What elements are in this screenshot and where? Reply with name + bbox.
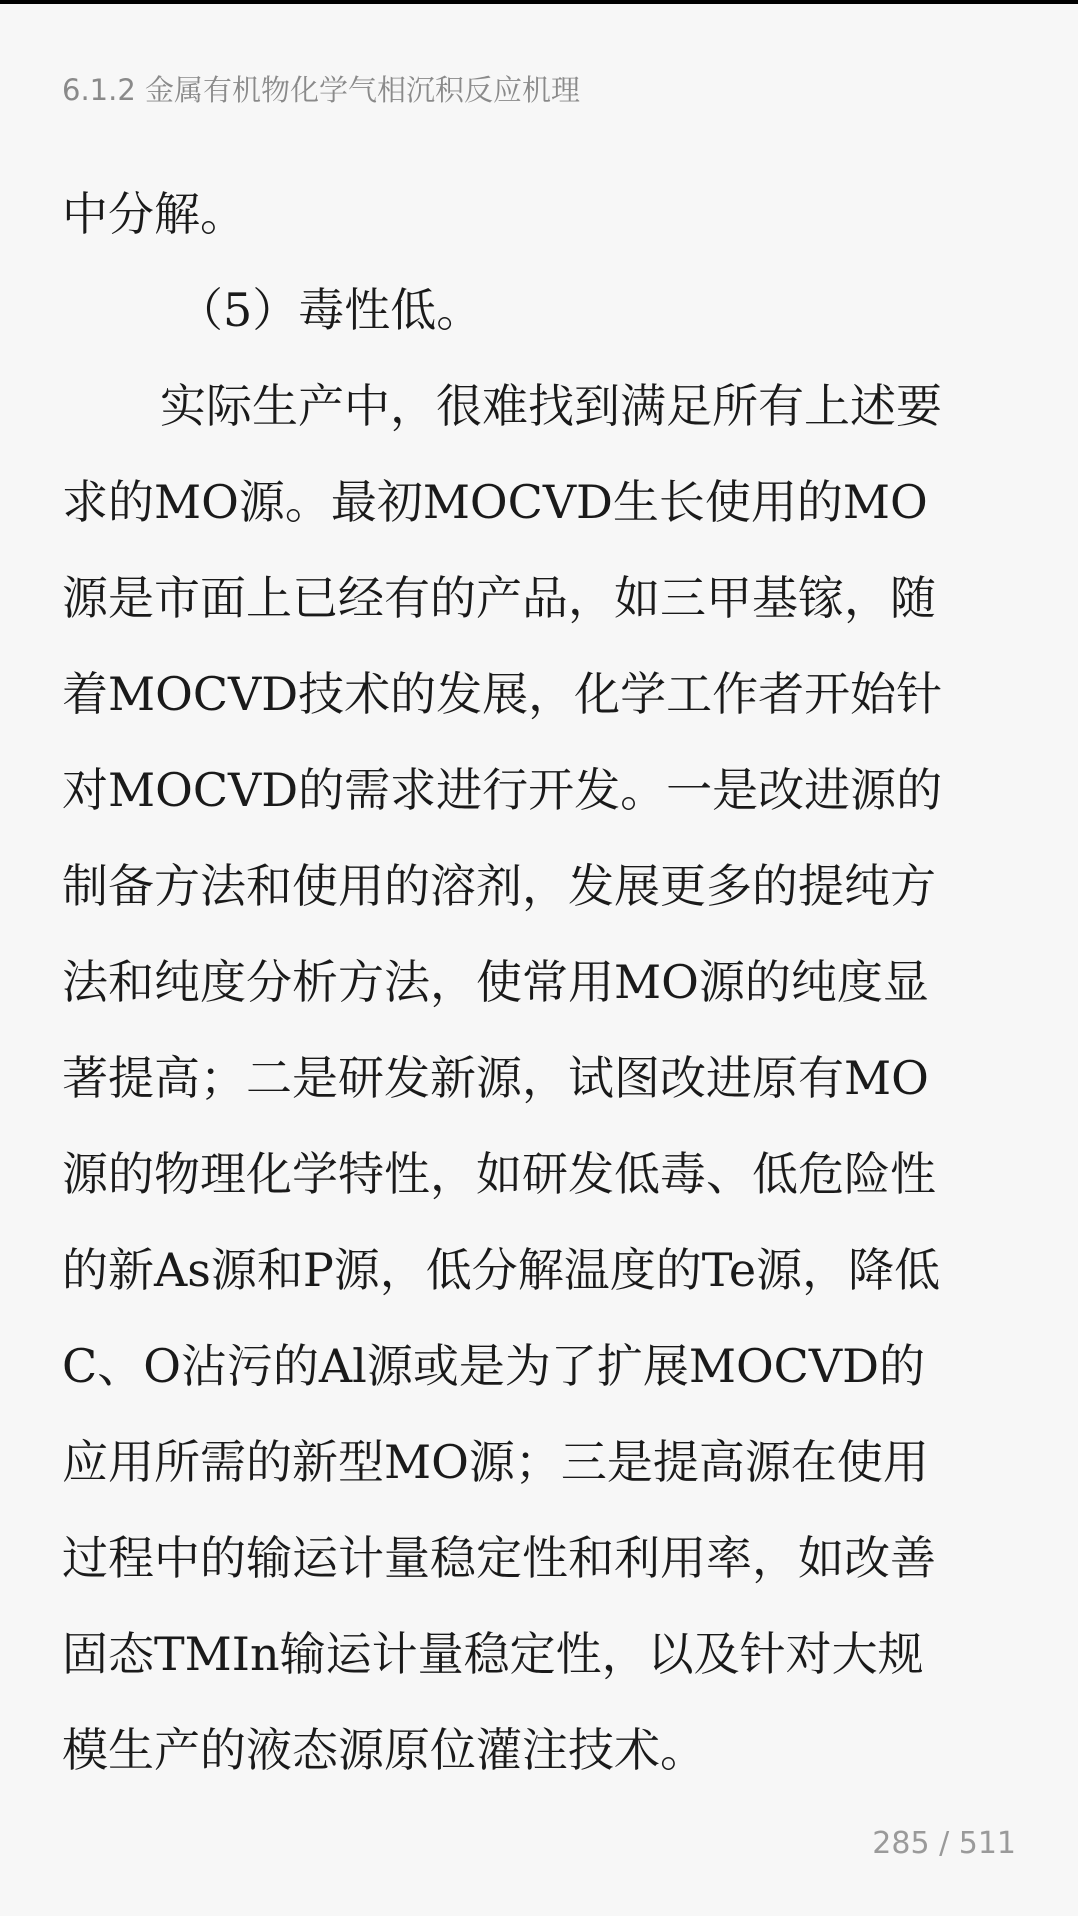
text-line: 着MOCVD技术的发展，化学工作者开始针 bbox=[62, 667, 943, 721]
text-line: 中分解。 bbox=[62, 187, 246, 241]
text-line: 法和纯度分析方法，使常用MO源的纯度显 bbox=[62, 955, 929, 1009]
text-line-paragraph-start: 实际生产中，很难找到满足所有上述要 bbox=[160, 379, 942, 433]
text-line: 对MOCVD的需求进行开发。一是改进源的 bbox=[62, 763, 943, 817]
text-line: 著提高；二是研发新源，试图改进原有MO bbox=[62, 1051, 929, 1105]
text-line: 求的MO源。最初MOCVD生长使用的MO bbox=[62, 475, 928, 529]
chapter-title: 6.1.2 金属有机物化学气相沉积反应机理 bbox=[62, 73, 581, 107]
text-line: 模生产的液态源原位灌注技术。 bbox=[62, 1723, 706, 1777]
text-line: 制备方法和使用的溶剂，发展更多的提纯方 bbox=[62, 859, 936, 913]
text-line: C、O沾污的Al源或是为了扩展MOCVD的 bbox=[62, 1339, 925, 1393]
text-line: 固态TMIn输运计量稳定性，以及针对大规 bbox=[62, 1627, 924, 1681]
page-text[interactable] bbox=[62, 166, 1022, 1798]
text-line: 过程中的输运计量稳定性和利用率，如改善 bbox=[62, 1531, 936, 1585]
text-line: 的新As源和P源，低分解温度的Te源，降低 bbox=[62, 1243, 941, 1297]
text-line: 源是市面上已经有的产品，如三甲基镓，随 bbox=[62, 571, 936, 625]
text-line: 应用所需的新型MO源；三是提高源在使用 bbox=[62, 1435, 929, 1489]
text-line-list-item: （5）毒性低。 bbox=[177, 283, 483, 337]
text-line: 源的物理化学特性，如研发低毒、低危险性 bbox=[62, 1147, 936, 1201]
top-status-strip bbox=[0, 0, 1078, 4]
page-indicator: 285 / 511 bbox=[872, 1826, 1016, 1861]
